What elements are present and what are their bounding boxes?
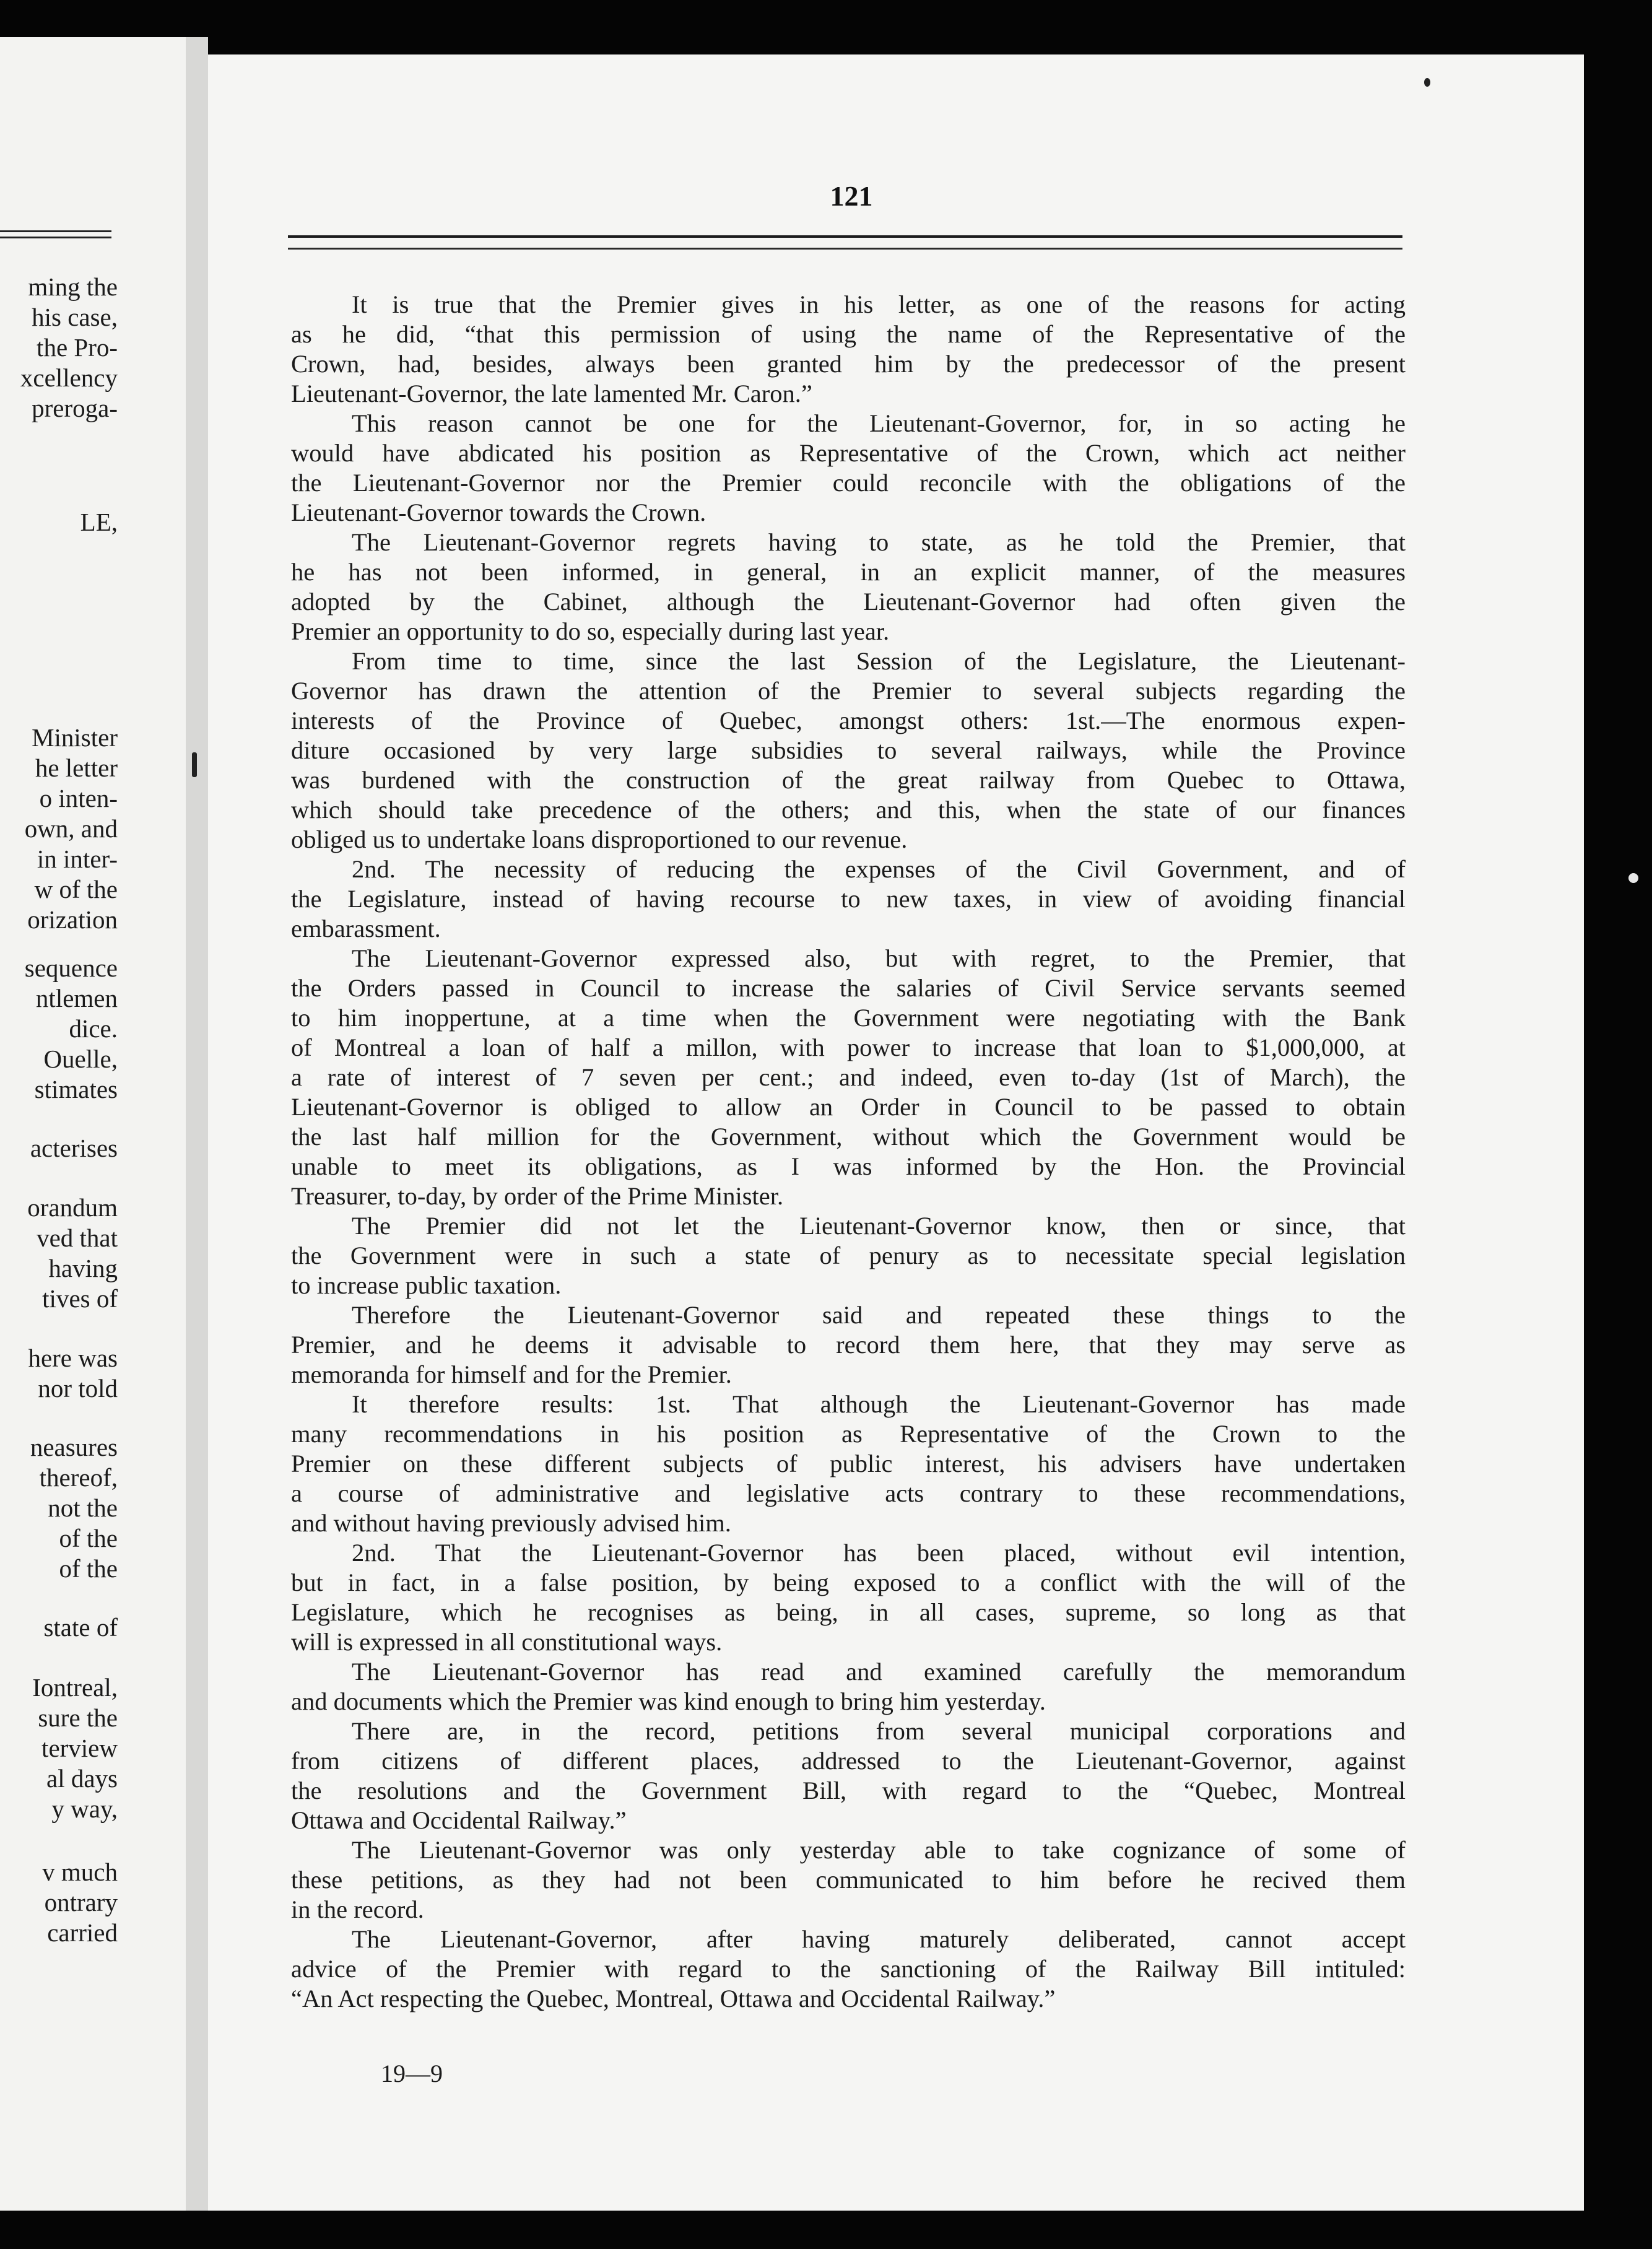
left-page-line: Iontreal, [32, 1673, 118, 1702]
left-page-line: w of the [34, 875, 118, 903]
text-line: The Lieutenant-Governor expressed also, but with regret, to the Premier, that [352, 944, 1406, 972]
left-page-line: in inter- [37, 845, 118, 873]
left-page-line: having [48, 1254, 118, 1282]
left-page-rule [0, 237, 111, 238]
page-gutter [186, 37, 208, 2211]
left-page-line: tives of [42, 1284, 118, 1313]
text-line: Lieutenant-Governor towards the Crown. [291, 498, 706, 526]
text-line: as he did, “that this permission of using the name of the Representative of the [291, 320, 1406, 348]
text-line: Premier on these different subjects of public interest, his advisers have undertaken [291, 1450, 1406, 1477]
left-page-fragment [0, 37, 186, 2211]
text-line: the Orders passed in Council to increase the salaries of Civil Service servants seemed [291, 974, 1406, 1002]
left-page-line: not the [48, 1494, 118, 1522]
text-line: many recommendations in his position as Representative of the Crown to the [291, 1420, 1406, 1448]
text-line: The Lieutenant-Governor regrets having to state, as he told the Premier, that [352, 528, 1406, 556]
left-page-line: stimates [34, 1075, 118, 1103]
text-line: Treasurer, to-day, by order of the Prime Minister. [291, 1182, 784, 1210]
text-line: of Montreal a loan of half a millon, with power to increase that loan to $1,000,000, at [291, 1033, 1406, 1061]
text-line: was burdened with the construction of the great railway from Quebec to Ottawa, [291, 766, 1406, 794]
text-line: Premier an opportunity to do so, especially during last year. [291, 617, 890, 645]
text-line: would have abdicated his position as Representative of the Crown, which act neither [291, 439, 1406, 467]
text-line: embarassment. [291, 915, 441, 942]
left-page-line: neasures [30, 1433, 118, 1461]
text-line: and documents which the Premier was kind enough to bring him yesterday. [291, 1687, 1046, 1715]
text-line: a course of administrative and legislative acts contrary to these recommendations, [291, 1479, 1406, 1507]
left-page-line: ntlemen [35, 984, 118, 1012]
text-line: Governor has drawn the attention of the Premier to several subjects regarding the [291, 677, 1406, 705]
left-page-line: orandum [27, 1193, 118, 1222]
text-line: a rate of interest of 7 seven per cent.; and indeed, even to-day (1st of March), the [291, 1063, 1406, 1091]
left-page-line: LE, [80, 508, 118, 536]
left-page-line: orization [27, 905, 118, 934]
text-line: which should take precedence of the others; and this, when the state of our finances [291, 796, 1406, 824]
left-page-line: acterises [30, 1134, 118, 1162]
text-line: and without having previously advised him. [291, 1509, 731, 1537]
text-line: the resolutions and the Government Bill, with regard to the “Quebec, Montreal [291, 1777, 1406, 1804]
text-line: It is true that the Premier gives in his letter, as one of the reasons for acting [352, 290, 1406, 318]
left-page-line: xcellency [20, 363, 118, 392]
text-line: 2nd. That the Lieutenant-Governor has been placed, without evil intention, [352, 1539, 1406, 1567]
left-page-line: Ouelle, [43, 1045, 118, 1073]
text-line: advice of the Premier with regard to the sanctioning of the Railway Bill intituled: [291, 1955, 1406, 1983]
left-page-line: terview [41, 1734, 118, 1762]
signature-mark: 19—9 [381, 2060, 443, 2087]
left-page-line: al days [46, 1764, 118, 1793]
text-line: memoranda for himself and for the Premier. [291, 1360, 732, 1388]
print-speck [1628, 873, 1638, 883]
text-line: in the record. [291, 1895, 424, 1923]
left-page-line: here was [28, 1344, 118, 1372]
text-line: The Lieutenant-Governor has read and examined carefully the memorandum [352, 1658, 1406, 1686]
left-page-line: preroga- [32, 394, 118, 422]
text-line: adopted by the Cabinet, although the Lieutenant-Governor had often given the [291, 588, 1406, 616]
left-page-line: carried [47, 1918, 118, 1947]
left-page-line: ontrary [44, 1888, 118, 1916]
text-line: The Premier did not let the Lieutenant-Governor know, then or since, that [352, 1212, 1406, 1240]
text-line: Lieutenant-Governor is obliged to allow an Order in Council to be passed to obtain [291, 1093, 1406, 1121]
left-page-line: ved that [37, 1224, 118, 1252]
text-line: There are, in the record, petitions from several municipal corporations and [352, 1717, 1406, 1745]
text-line: the Lieutenant-Governor nor the Premier could reconcile with the obligations of the [291, 469, 1406, 497]
text-line: unable to meet its obligations, as I was informed by the Hon. the Provincial [291, 1152, 1406, 1180]
text-line: obliged us to undertake loans disproportioned to our revenue. [291, 825, 908, 853]
text-line: Therefore the Lieutenant-Governor said and repeated these things to the [352, 1301, 1406, 1329]
text-line: to him inoppertune, at a time when the Government were negotiating with the Bank [291, 1004, 1406, 1032]
text-line: from citizens of different places, addressed to the Lieutenant-Governor, against [291, 1747, 1406, 1775]
left-page-line: nor told [38, 1374, 118, 1403]
text-line: From time to time, since the last Session of the Legislature, the Lieutenant- [352, 647, 1406, 675]
text-line: the Government were in such a state of penury as to necessitate special legislation [291, 1242, 1406, 1269]
left-page-line: of the [59, 1524, 118, 1552]
left-page-line: state of [43, 1613, 118, 1642]
text-line: but in fact, in a false position, by being exposed to a conflict with the will of the [291, 1568, 1406, 1596]
print-speck [1424, 78, 1430, 87]
header-rule [288, 235, 1402, 238]
text-line: 2nd. The necessity of reducing the expenses of the Civil Government, and of [352, 855, 1406, 883]
text-line: Legislature, which he recognises as being, in all cases, supreme, so long as that [291, 1598, 1406, 1626]
left-page-line: dice. [69, 1014, 118, 1043]
text-line: Crown, had, besides, always been granted him by the predecessor of the present [291, 350, 1406, 378]
text-line: to increase public taxation. [291, 1271, 562, 1299]
left-page-rule [0, 230, 111, 232]
text-line: the last half million for the Government, without which the Government would be [291, 1123, 1406, 1151]
text-line: he has not been informed, in general, in an explicit manner, of the measures [291, 558, 1406, 586]
text-line: “An Act respecting the Quebec, Montreal, Ottawa and Occidental Railway.” [291, 1985, 1056, 2012]
left-page-line: v much [42, 1858, 118, 1886]
text-line: This reason cannot be one for the Lieutenant-Governor, for, in so acting he [352, 409, 1406, 437]
text-line: It therefore results: 1st. That although the Lieutenant-Governor has made [352, 1390, 1406, 1418]
text-line: Ottawa and Occidental Railway.” [291, 1806, 627, 1834]
left-page-line: thereof, [39, 1463, 118, 1492]
text-line: Premier, and he deems it advisable to record them here, that they may serve as [291, 1331, 1406, 1359]
left-page-line: o inten- [39, 784, 118, 812]
text-line: will is expressed in all constitutional ways. [291, 1628, 723, 1656]
text-line: interests of the Province of Quebec, amongst others: 1st.—The enormous expen- [291, 707, 1406, 734]
left-page-line: own, and [24, 814, 118, 843]
text-line: The Lieutenant-Governor was only yesterday able to take cognizance of some of [352, 1836, 1406, 1864]
header-rule [288, 248, 1402, 250]
page-number: 121 [830, 180, 873, 212]
left-page-line: he letter [35, 754, 118, 782]
text-line: The Lieutenant-Governor, after having maturely deliberated, cannot accept [352, 1925, 1406, 1953]
left-page-line: y way, [51, 1794, 118, 1823]
left-page-line: sure the [38, 1703, 118, 1732]
left-page-line: the Pro- [37, 333, 118, 362]
left-page-line: his case, [32, 303, 118, 331]
left-page-line: of the [59, 1554, 118, 1583]
text-line: these petitions, as they had not been communicated to him before he recived them [291, 1866, 1406, 1894]
text-line: diture occasioned by very large subsidies to several railways, while the Province [291, 736, 1406, 764]
left-page-line: sequence [24, 954, 118, 982]
text-line: Lieutenant-Governor, the late lamented Mr. Caron.” [291, 380, 812, 407]
left-page-line: ming the [28, 272, 118, 301]
print-speck [192, 752, 197, 777]
text-line: the Legislature, instead of having recourse to new taxes, in view of avoiding financial [291, 885, 1406, 913]
left-page-line: Minister [32, 723, 118, 752]
